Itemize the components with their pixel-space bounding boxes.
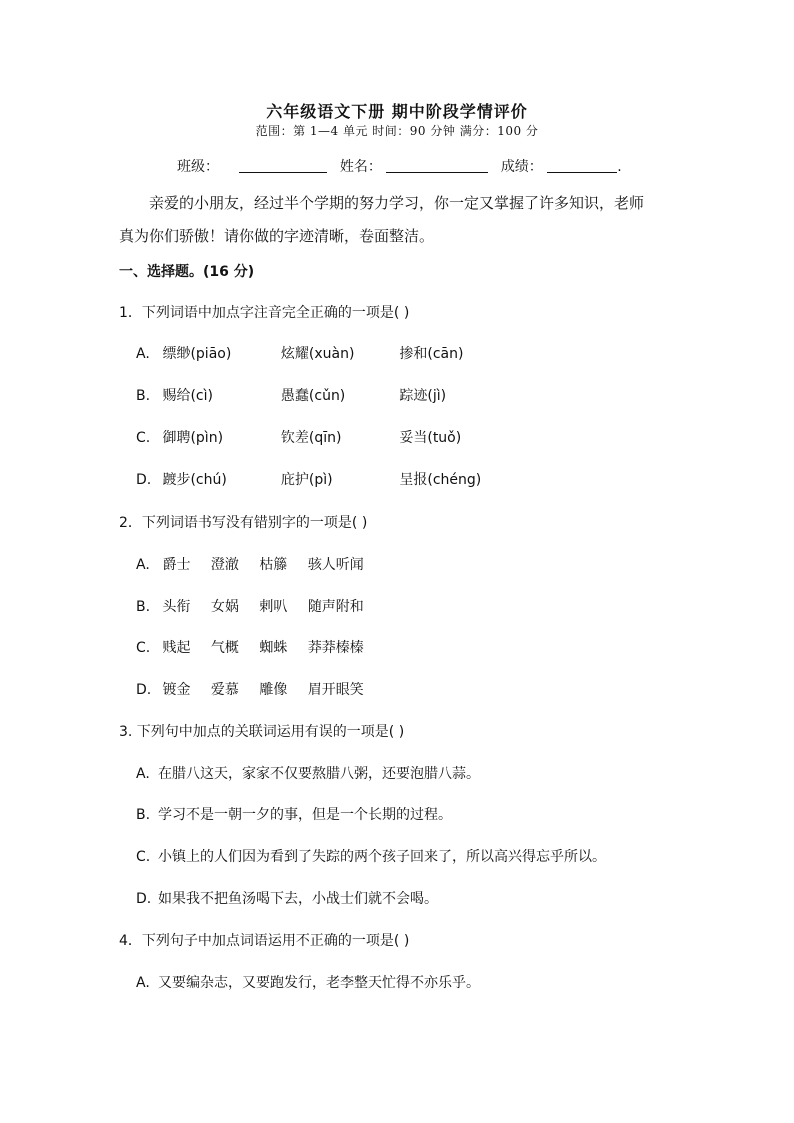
question-2-stem: 2．下列词语书写没有错别字的一项是( ) xyxy=(119,515,368,531)
option-letter: C. xyxy=(136,640,151,656)
option-text: 小镇上的人们因为看到了失踪的两个孩子回来了，所以高兴得忘乎所以。 xyxy=(158,849,606,865)
page-subtitle: 范围：第 1—4 单元 时间：90 分钟 满分：100 分 xyxy=(255,124,539,138)
option-letter: D. xyxy=(136,682,152,698)
page-title: 六年级语文下册 期中阶段学情评价 xyxy=(266,102,528,121)
intro-line-2: 真为你们骄傲！请你做的字迹清晰，卷面整洁。 xyxy=(119,227,435,245)
info-end-mark: . xyxy=(617,159,622,175)
option-word: 缥缈(piāo) xyxy=(162,346,232,362)
q1-option-b[interactable] xyxy=(136,385,460,405)
score-blank[interactable] xyxy=(547,158,617,173)
score-label: 成绩： xyxy=(500,159,543,175)
option-letter: B. xyxy=(136,807,151,823)
q4-option-a[interactable] xyxy=(136,972,480,992)
option-word: 掺和(cān) xyxy=(399,346,464,362)
option-letter: B. xyxy=(136,388,151,404)
option-word: 钦差(qīn) xyxy=(280,430,342,446)
option-word: 爱慕 xyxy=(210,682,239,698)
option-word: 庇护(pì) xyxy=(280,472,333,488)
option-word: 赐给(cì) xyxy=(162,388,213,404)
option-word: 贱起 xyxy=(162,640,191,656)
q2-option-a[interactable] xyxy=(136,554,378,574)
q3-option-a[interactable] xyxy=(136,763,480,783)
option-word: 踱步(chú) xyxy=(162,472,227,488)
option-text: 又要编杂志，又要跑发行，老李整天忙得不亦乐乎。 xyxy=(158,975,480,991)
option-word: 爵士 xyxy=(162,557,191,573)
option-word: 澄澈 xyxy=(210,557,239,573)
option-word: 眉开眼笑 xyxy=(307,682,364,698)
student-info-line xyxy=(177,156,622,176)
q1-option-a[interactable] xyxy=(136,343,477,363)
option-letter: B. xyxy=(136,599,151,615)
question-3-stem: 3. 下列句中加点的关联词运用有误的一项是( ) xyxy=(119,724,405,740)
option-word: 气概 xyxy=(210,640,239,656)
option-word: 随声附和 xyxy=(307,599,364,615)
class-blank[interactable] xyxy=(239,158,327,173)
intro-line-1: 亲爱的小朋友，经过半个学期的努力学习，你一定又掌握了许多知识，老师 xyxy=(149,194,645,212)
question-1-stem: 1．下列词语中加点字注音完全正确的一项是( ) xyxy=(119,305,410,321)
option-letter: D. xyxy=(136,891,152,907)
option-word: 头衔 xyxy=(162,599,191,615)
option-word: 莽莽榛榛 xyxy=(307,640,364,656)
option-letter: A. xyxy=(136,975,150,991)
q2-option-d[interactable] xyxy=(136,679,378,699)
name-label: 姓名： xyxy=(339,159,382,175)
q3-option-b[interactable] xyxy=(136,804,452,824)
option-word: 炫耀(xuàn) xyxy=(280,346,355,362)
question-4-stem: 4．下列句子中加点词语运用不正确的一项是( ) xyxy=(119,933,410,949)
class-label: 班级： xyxy=(177,159,219,175)
option-word: 剌叭 xyxy=(259,599,288,615)
option-letter: C. xyxy=(136,430,151,446)
name-blank[interactable] xyxy=(386,158,488,173)
option-letter: A. xyxy=(136,346,150,362)
option-word: 雕像 xyxy=(259,682,288,698)
option-word: 愚蠢(cǔn) xyxy=(280,388,346,404)
option-word: 妥当(tuǒ) xyxy=(399,430,462,446)
q3-option-c[interactable] xyxy=(136,846,606,866)
q1-option-c[interactable] xyxy=(136,427,475,447)
section-heading: 一、选择题。(16 分) xyxy=(119,264,255,280)
option-text: 在腊八这天，家家不仅要熬腊八粥，还要泡腊八蒜。 xyxy=(158,766,480,782)
option-letter: A. xyxy=(136,766,150,782)
option-word: 枯籐 xyxy=(259,557,288,573)
option-word: 呈报(chéng) xyxy=(399,472,482,488)
option-text: 如果我不把鱼汤喝下去，小战士们就不会喝。 xyxy=(158,891,438,907)
q2-option-b[interactable] xyxy=(136,596,378,616)
option-word: 骇人听闻 xyxy=(307,557,364,573)
option-word: 御聘(pìn) xyxy=(162,430,224,446)
option-letter: A. xyxy=(136,557,150,573)
q3-option-d[interactable] xyxy=(136,888,438,908)
option-word: 镀金 xyxy=(162,682,191,698)
q2-option-c[interactable] xyxy=(136,637,378,657)
option-word: 踪迹(jì) xyxy=(399,388,447,404)
option-letter: D. xyxy=(136,472,152,488)
option-word: 女娲 xyxy=(210,599,239,615)
option-text: 学习不是一朝一夕的事，但是一个长期的过程。 xyxy=(158,807,452,823)
option-letter: C. xyxy=(136,849,151,865)
q1-option-d[interactable] xyxy=(136,469,495,489)
option-word: 蜘蛛 xyxy=(259,640,288,656)
